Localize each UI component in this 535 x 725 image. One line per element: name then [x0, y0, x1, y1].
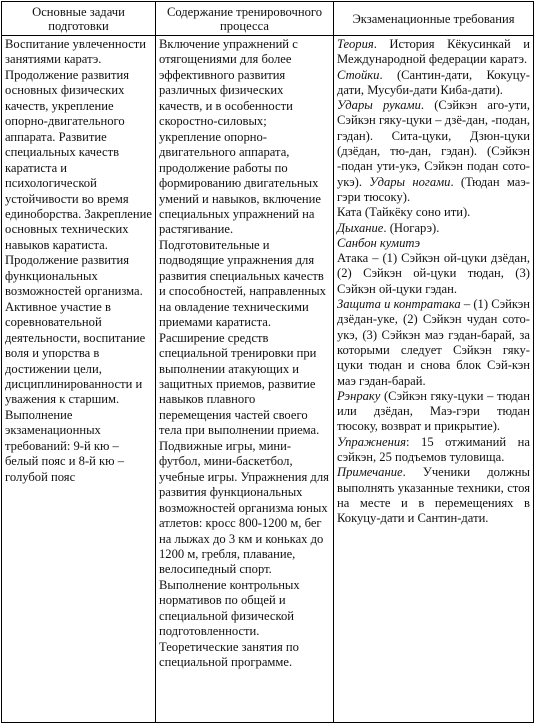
exam-breathing — [337, 221, 530, 236]
training-content-text: Включение упражнений с отягощениями для более эффективного развития различных физических качеств, и в особенности скоростно-силовых; укрепление опорно-двигательного аппарата, продолжение работы по формированию двигательных умений и навыков, включение специальных упражнений на растягивание. Подготовительные и подводящие упражнения для развития специальных качеств и способностей, направленных на овладение техническими приемами каратиста. Расширение средств специальной тренировки при выполнении атакующих и защитных приемов, развитие навыков плавного перемещения частей своего тела при выполнении приема. Подвижные игры, мини-футбол, мини-баскетбол, учебные игры. Упражнения для развития функциональных возможностей организма юных атлетов: кросс 800-1200 м, бег на лыжах до 3 км и коньках до 1200 м, гребля, плавание, велосипедный спорт. Выполнение контрольных нормативов по общей и специальной физической подготовленности. Теоретические занятия по специальной программе. — [159, 37, 329, 670]
content-row — [2, 36, 534, 723]
renraku-label: Рэнраку — [337, 388, 381, 403]
theory-label: Теория — [337, 37, 374, 51]
exercises-text: : 15 отжиманий на сэйкэн, 25 подъемов туловища. — [337, 434, 530, 465]
stances-label: Стойки — [337, 67, 380, 82]
sanbon-label: Санбон кумитэ — [337, 235, 421, 250]
defense-label: Защита и контратака — [337, 297, 461, 312]
exam-note — [337, 465, 530, 526]
exam-sanbon-kumite — [337, 236, 530, 251]
exam-kata: Ката (Тайкёку соно ити). — [337, 205, 471, 220]
hands-text: . (Сэйкэн аго-ути, Сэйкэн гяку-цуки – дзё-дан, -подан, гэдан). Сита-цуки, Дзюн-цуки (дзёдан, тю-дан, гэдан). (Сэйкэн -подан ути-укэ, Сэйкэн подан сото-укэ). — [337, 98, 530, 189]
defense-text: – (1) Сэйкэн дзёдан-уке, (2) Сэйкэн чудан сото-укэ, (3) Сэйкэн маэ гэдан-барай, за которыми следует Сэйкэн гяку-цуки тюдан и снова блок Сэй-кэн маэ гэдан-барай. — [337, 297, 530, 388]
breath-label: Дыхание — [337, 220, 384, 235]
exam-strikes — [337, 98, 530, 205]
theory-text: . История Кёкусинкай и Международной федерации каратэ. — [337, 37, 530, 67]
legs-label: Удары ногами — [369, 174, 451, 189]
training-requirements-table — [1, 1, 534, 723]
exam-renraku — [337, 389, 530, 435]
note-label: Примечание — [337, 465, 403, 480]
renraku-text: (Сэйкэн гяку-цуки – тюдан или дзёдан, Маэ-гэри тюдан тюсоку, возврат и прикрытие). — [337, 388, 530, 434]
header-row — [2, 2, 534, 36]
exercises-label: Упражнения — [337, 434, 406, 449]
header-col1: Основные задачи подготовки — [2, 2, 156, 36]
cell-exam-requirements — [334, 36, 534, 723]
exam-defense — [337, 297, 530, 389]
breath-text: . (Ногарэ). — [383, 220, 440, 235]
note-text: . Ученики должны выполнять указанные техники, стоя на месте и в перемещениях в Кокуцу-дати и Сантин-дати. — [337, 465, 530, 526]
exam-theory — [337, 37, 530, 68]
legs-text: . (Тюдан маэ-гэри тюсоку). — [337, 174, 530, 204]
hands-label: Удары руками — [337, 98, 421, 113]
exam-stances — [337, 68, 530, 99]
header-col3: Экзаменационные требования — [334, 2, 534, 36]
stances-text: . (Сантин-дати, Кокуцу-дати, Мусуби-дати Киба-дати). — [337, 67, 530, 97]
header-col2: Содержание тренировочного процесса — [156, 2, 334, 36]
cell-training-content — [156, 36, 334, 723]
exam-attack: Атака – (1) Сэйкэн ой-цуки дзёдан, (2) Сэйкэн ой-цуки тюдан, (3) Сэйкэн ой-цуки гэдан. — [337, 251, 530, 296]
exam-exercises — [337, 435, 530, 466]
training-goals-text: Воспитание увлеченности занятиями каратэ. Продолжение развития основных физических качеств, укрепление опорно-двигательного аппарата. Развитие специальных качеств каратиста и психологической устойчивости во время единоборства. Закрепление основных технических навыков каратиста. Продолжение развития функциональных возможностей организма. Активное участие в соревновательной деятельности, воспитание воля и упорства в достижении цели, дисциплинированности и уважения к старшим. Выполнение экзаменационных требований: 9-й кю – белый пояс и 8-й кю – голубой пояс — [5, 37, 152, 484]
cell-training-goals — [2, 36, 156, 723]
